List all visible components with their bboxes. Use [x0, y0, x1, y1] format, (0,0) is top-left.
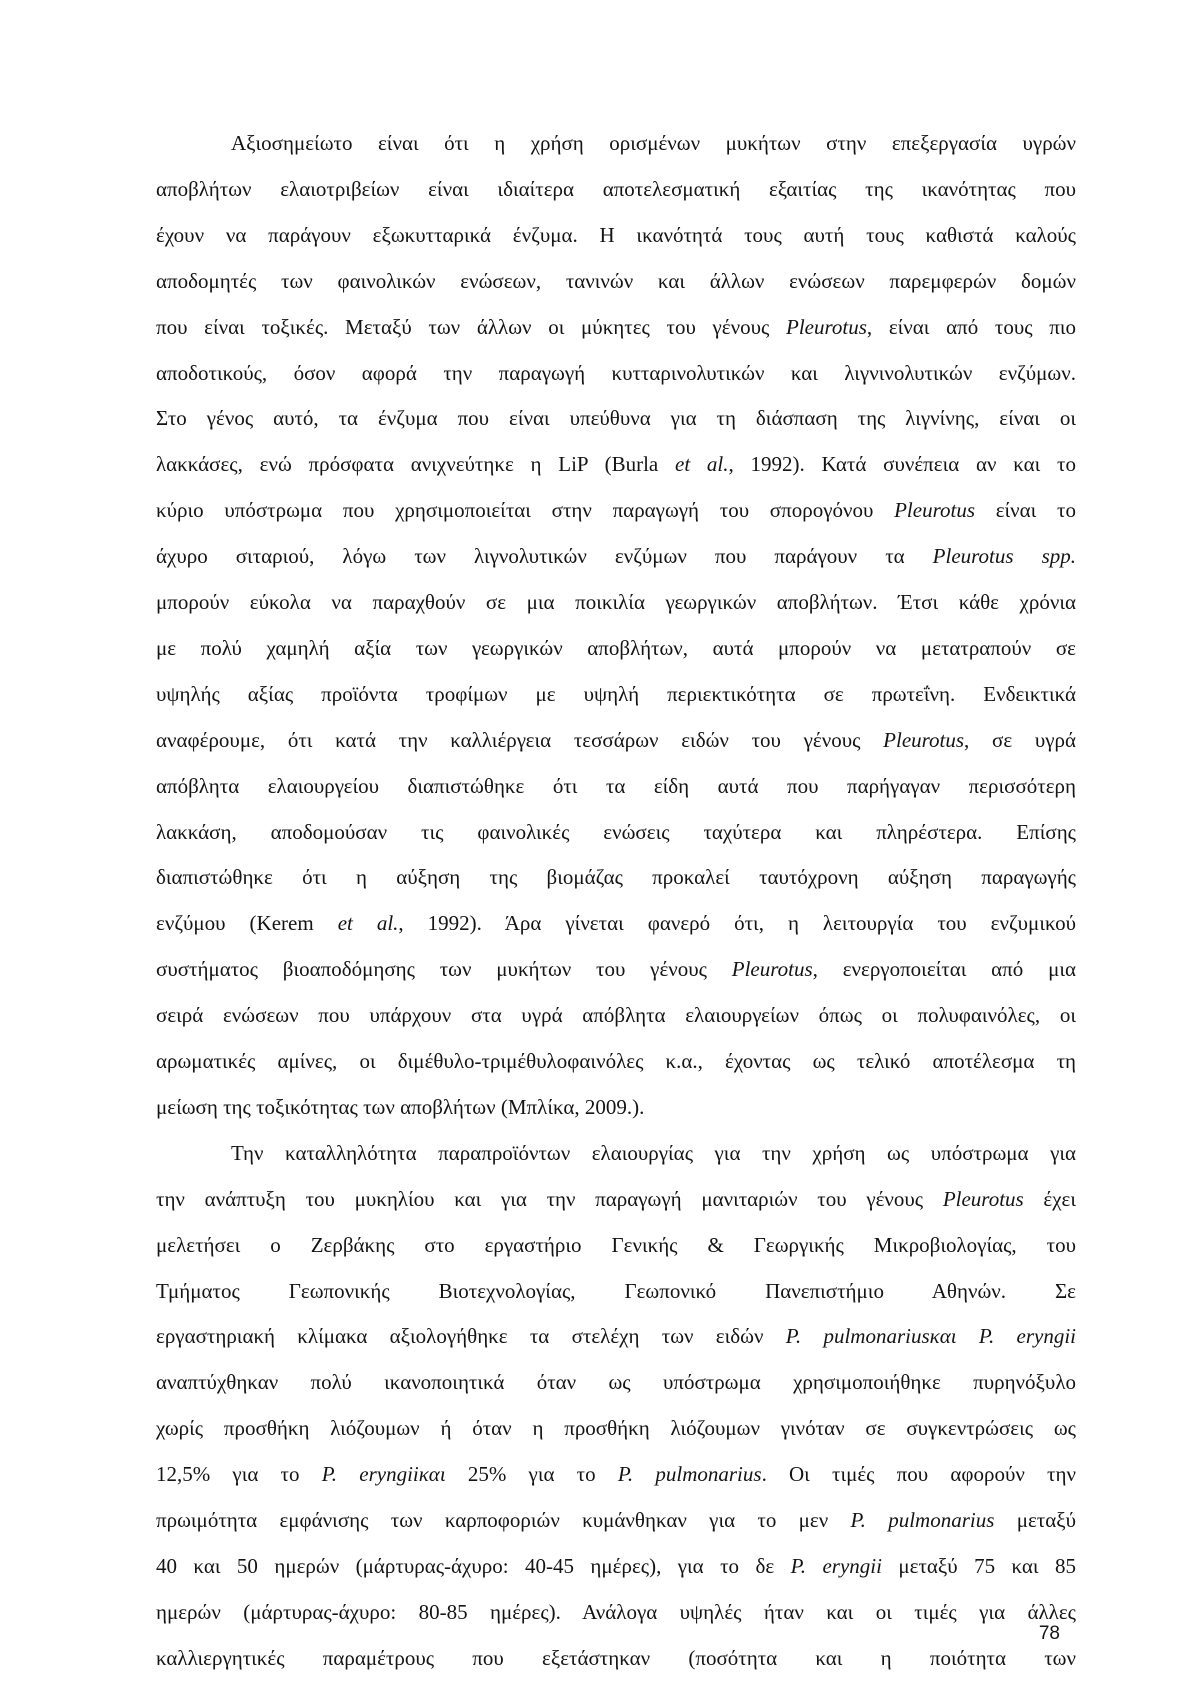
text-segment: αναπτύχθηκαν πολύ ικανοποιητικά όταν ως υπόστρωμα χρησιμοποιήθηκε πυρηνόξυλο	[156, 1370, 1076, 1394]
text-segment: ενζύμου (Kerem	[156, 911, 338, 935]
text-line	[156, 405, 1076, 431]
text-segment: αποδομητές των φαινολικών ενώσεων, τανινών και άλλων ενώσεων παρεμφερών δομών	[156, 269, 1076, 293]
text-line	[156, 176, 1076, 202]
italic-term: Pleurotus	[731, 957, 813, 981]
text-segment: πρωιμότητα εμφάνισης των καρποφοριών κυμάνθηκαν για το μεν	[156, 1508, 851, 1532]
italic-term: P. pulmonariusκαι P. eryngii	[785, 1324, 1076, 1348]
page-number: 78	[1038, 1623, 1060, 1644]
text-segment: Την καταλληλότητα παραπροϊόντων ελαιουργίας για την χρήση ως υπόστρωμα για	[231, 1141, 1076, 1165]
text-line	[156, 1278, 1076, 1304]
italic-term: Pleurotus spp.	[932, 544, 1076, 568]
text-line	[156, 727, 1076, 753]
text-line	[231, 130, 1076, 156]
text-segment: . Οι τιμές που αφορούν την	[761, 1462, 1076, 1486]
text-segment: έχουν να παράγουν εξωκυτταρικά ένζυμα. Η ικανότητά τους αυτή τους καθιστά καλούς	[156, 223, 1076, 247]
text-segment: μπορούν εύκολα να παραχθούν σε μια ποικιλία γεωργικών αποβλήτων. Έτσι κάθε χρόνια	[156, 590, 1076, 614]
text-segment: καλλιεργητικές παραμέτρους που εξετάστηκαν (ποσότητα και η ποιότητα των	[156, 1646, 1076, 1670]
text-segment: αποδοτικούς, όσον αφορά την παραγωγή κυτταρινολυτικών και λιγνινολυτικών ενζύμων.	[156, 361, 1076, 385]
text-segment: υψηλής αξίας προϊόντα τροφίμων με υψηλή περιεκτικότητα σε πρωτεΐνη. Ενδεικτικά	[156, 682, 1076, 706]
text-line	[156, 819, 1076, 845]
text-line	[156, 1415, 1076, 1441]
text-segment: σειρά ενώσεων που υπάρχουν στα υγρά απόβλητα ελαιουργείων όπως οι πολυφαινόλες, οι	[156, 1003, 1076, 1027]
text-line	[156, 773, 1076, 799]
italic-term: Pleurotus	[883, 728, 965, 752]
text-line	[156, 681, 1076, 707]
text-segment: αποβλήτων ελαιοτριβείων είναι ιδιαίτερα αποτελεσματική εξαιτίας της ικανότητας που	[156, 177, 1076, 201]
italic-term: Pleurotus	[786, 315, 867, 339]
text-segment: αναφέρουμε, ότι κατά την καλλιέργεια τεσσάρων ειδών του γένους	[156, 728, 884, 752]
text-segment: Αξιοσημείωτο είναι ότι η χρήση ορισμένων μυκήτων στην επεξεργασία υγρών	[231, 131, 1076, 155]
italic-term: Pleurotus	[894, 498, 975, 522]
text-segment: κύριο υπόστρωμα που χρησιμοποιείται στην παραγωγή του σπορογόνου	[156, 498, 895, 522]
text-line	[156, 451, 1076, 477]
text-segment: μείωση της τοξικότητας των αποβλήτων (Μπλίκα, 2009.).	[156, 1095, 645, 1119]
text-segment: λακκάσες, ενώ πρόσφατα ανιχνεύτηκε η LiP (Burla	[156, 452, 675, 476]
text-segment: , 1992). Άρα γίνεται φανερό ότι, η λειτουργία του ενζυμικού	[398, 911, 1076, 935]
text-segment: 40 και 50 ημερών (μάρτυρας-άχυρο: 40-45 ημέρες), για το δε	[156, 1554, 791, 1578]
text-line	[156, 360, 1076, 386]
text-line	[156, 1232, 1076, 1258]
text-segment: που είναι τοξικές. Μεταξύ των άλλων οι μύκητες του γένους	[156, 315, 787, 339]
text-segment: , ενεργοποιείται από μια	[812, 957, 1076, 981]
italic-term: et al.	[337, 911, 399, 935]
text-line	[156, 1323, 1076, 1349]
italic-term: P. pulmonarius	[617, 1462, 762, 1486]
text-line	[156, 635, 1076, 661]
text-line	[156, 1507, 1076, 1533]
text-line	[156, 1094, 1076, 1120]
text-segment: άχυρο σιταριού, λόγω των λιγνολυτικών ενζύμων που παράγουν τα	[156, 544, 933, 568]
italic-term: P. pulmonarius	[850, 1508, 995, 1532]
text-line	[156, 589, 1076, 615]
text-segment: 12,5% για το	[156, 1462, 322, 1486]
text-segment: 25% για το	[445, 1462, 618, 1486]
text-segment: μεταξύ 75 και 85	[881, 1554, 1077, 1578]
text-segment: με πολύ χαμηλή αξία των γεωργικών αποβλήτων, αυτά μπορούν να μετατραπούν σε	[156, 636, 1076, 660]
text-line	[156, 864, 1076, 890]
text-line	[156, 497, 1076, 523]
italic-term: Pleurotus	[942, 1187, 1024, 1211]
text-line	[156, 1186, 1076, 1212]
text-segment: Τμήματος Γεωπονικής Βιοτεχνολογίας, Γεωπονικό Πανεπιστήμιο Αθηνών. Σε	[156, 1279, 1076, 1303]
text-line	[156, 1599, 1076, 1625]
text-segment: ημερών (μάρτυρας-άχυρο: 80-85 ημέρες). Ανάλογα υψηλές ήταν και οι τιμές για άλλες	[156, 1600, 1076, 1624]
italic-term: et al.	[675, 452, 729, 476]
text-line	[156, 314, 1076, 340]
text-line	[156, 1048, 1076, 1074]
text-segment: μελετήσει ο Ζερβάκης στο εργαστήριο Γενικής & Γεωργικής Μικροβιολογίας, του	[156, 1233, 1076, 1257]
text-line	[156, 543, 1076, 569]
text-segment: είναι το	[975, 498, 1076, 522]
text-line	[156, 268, 1076, 294]
text-segment: συστήματος βιοαποδόμησης των μυκήτων του γένους	[156, 957, 732, 981]
text-segment: , σε υγρά	[964, 728, 1076, 752]
italic-term: P. eryngiiκαι	[321, 1462, 446, 1486]
text-segment: χωρίς προσθήκη λιόζουμων ή όταν η προσθήκη λιόζουμων γινόταν σε συγκεντρώσεις ως	[156, 1416, 1076, 1440]
text-segment: διαπιστώθηκε ότι η αύξηση της βιομάζας προκαλεί ταυτόχρονη αύξηση παραγωγής	[156, 865, 1076, 889]
text-line	[156, 222, 1076, 248]
text-segment: μεταξύ	[994, 1508, 1076, 1532]
text-segment: απόβλητα ελαιουργείου διαπιστώθηκε ότι τα είδη αυτά που παρήγαγαν περισσότερη	[156, 774, 1076, 798]
text-line	[231, 1140, 1076, 1166]
text-line	[156, 910, 1076, 936]
text-segment: εργαστηριακή κλίμακα αξιολογήθηκε τα στελέχη των ειδών	[156, 1324, 786, 1348]
text-segment: , είναι από τους πιο	[866, 315, 1076, 339]
text-segment: Στο γένος αυτό, τα ένζυμα που είναι υπεύθυνα για τη διάσπαση της λιγνίνης, είναι οι	[156, 406, 1076, 430]
text-line	[156, 1461, 1076, 1487]
text-line	[156, 1645, 1076, 1671]
text-segment: αρωματικές αμίνες, οι διμέθυλο-τριμέθυλοφαινόλες κ.α., έχοντας ως τελικό αποτέλεσμα τη	[156, 1049, 1076, 1073]
text-line	[156, 956, 1076, 982]
text-line	[156, 1553, 1076, 1579]
text-segment: , 1992). Κατά συνέπεια αν και το	[728, 452, 1076, 476]
text-segment: την ανάπτυξη του μυκηλίου και για την παραγωγή μανιταριών του γένους	[156, 1187, 943, 1211]
text-line	[156, 1002, 1076, 1028]
text-line	[156, 1369, 1076, 1395]
italic-term: P. eryngii	[790, 1554, 882, 1578]
text-segment: έχει	[1023, 1187, 1076, 1211]
text-segment: λακκάση, αποδομούσαν τις φαινολικές ενώσεις ταχύτερα και πληρέστερα. Επίσης	[156, 820, 1076, 844]
